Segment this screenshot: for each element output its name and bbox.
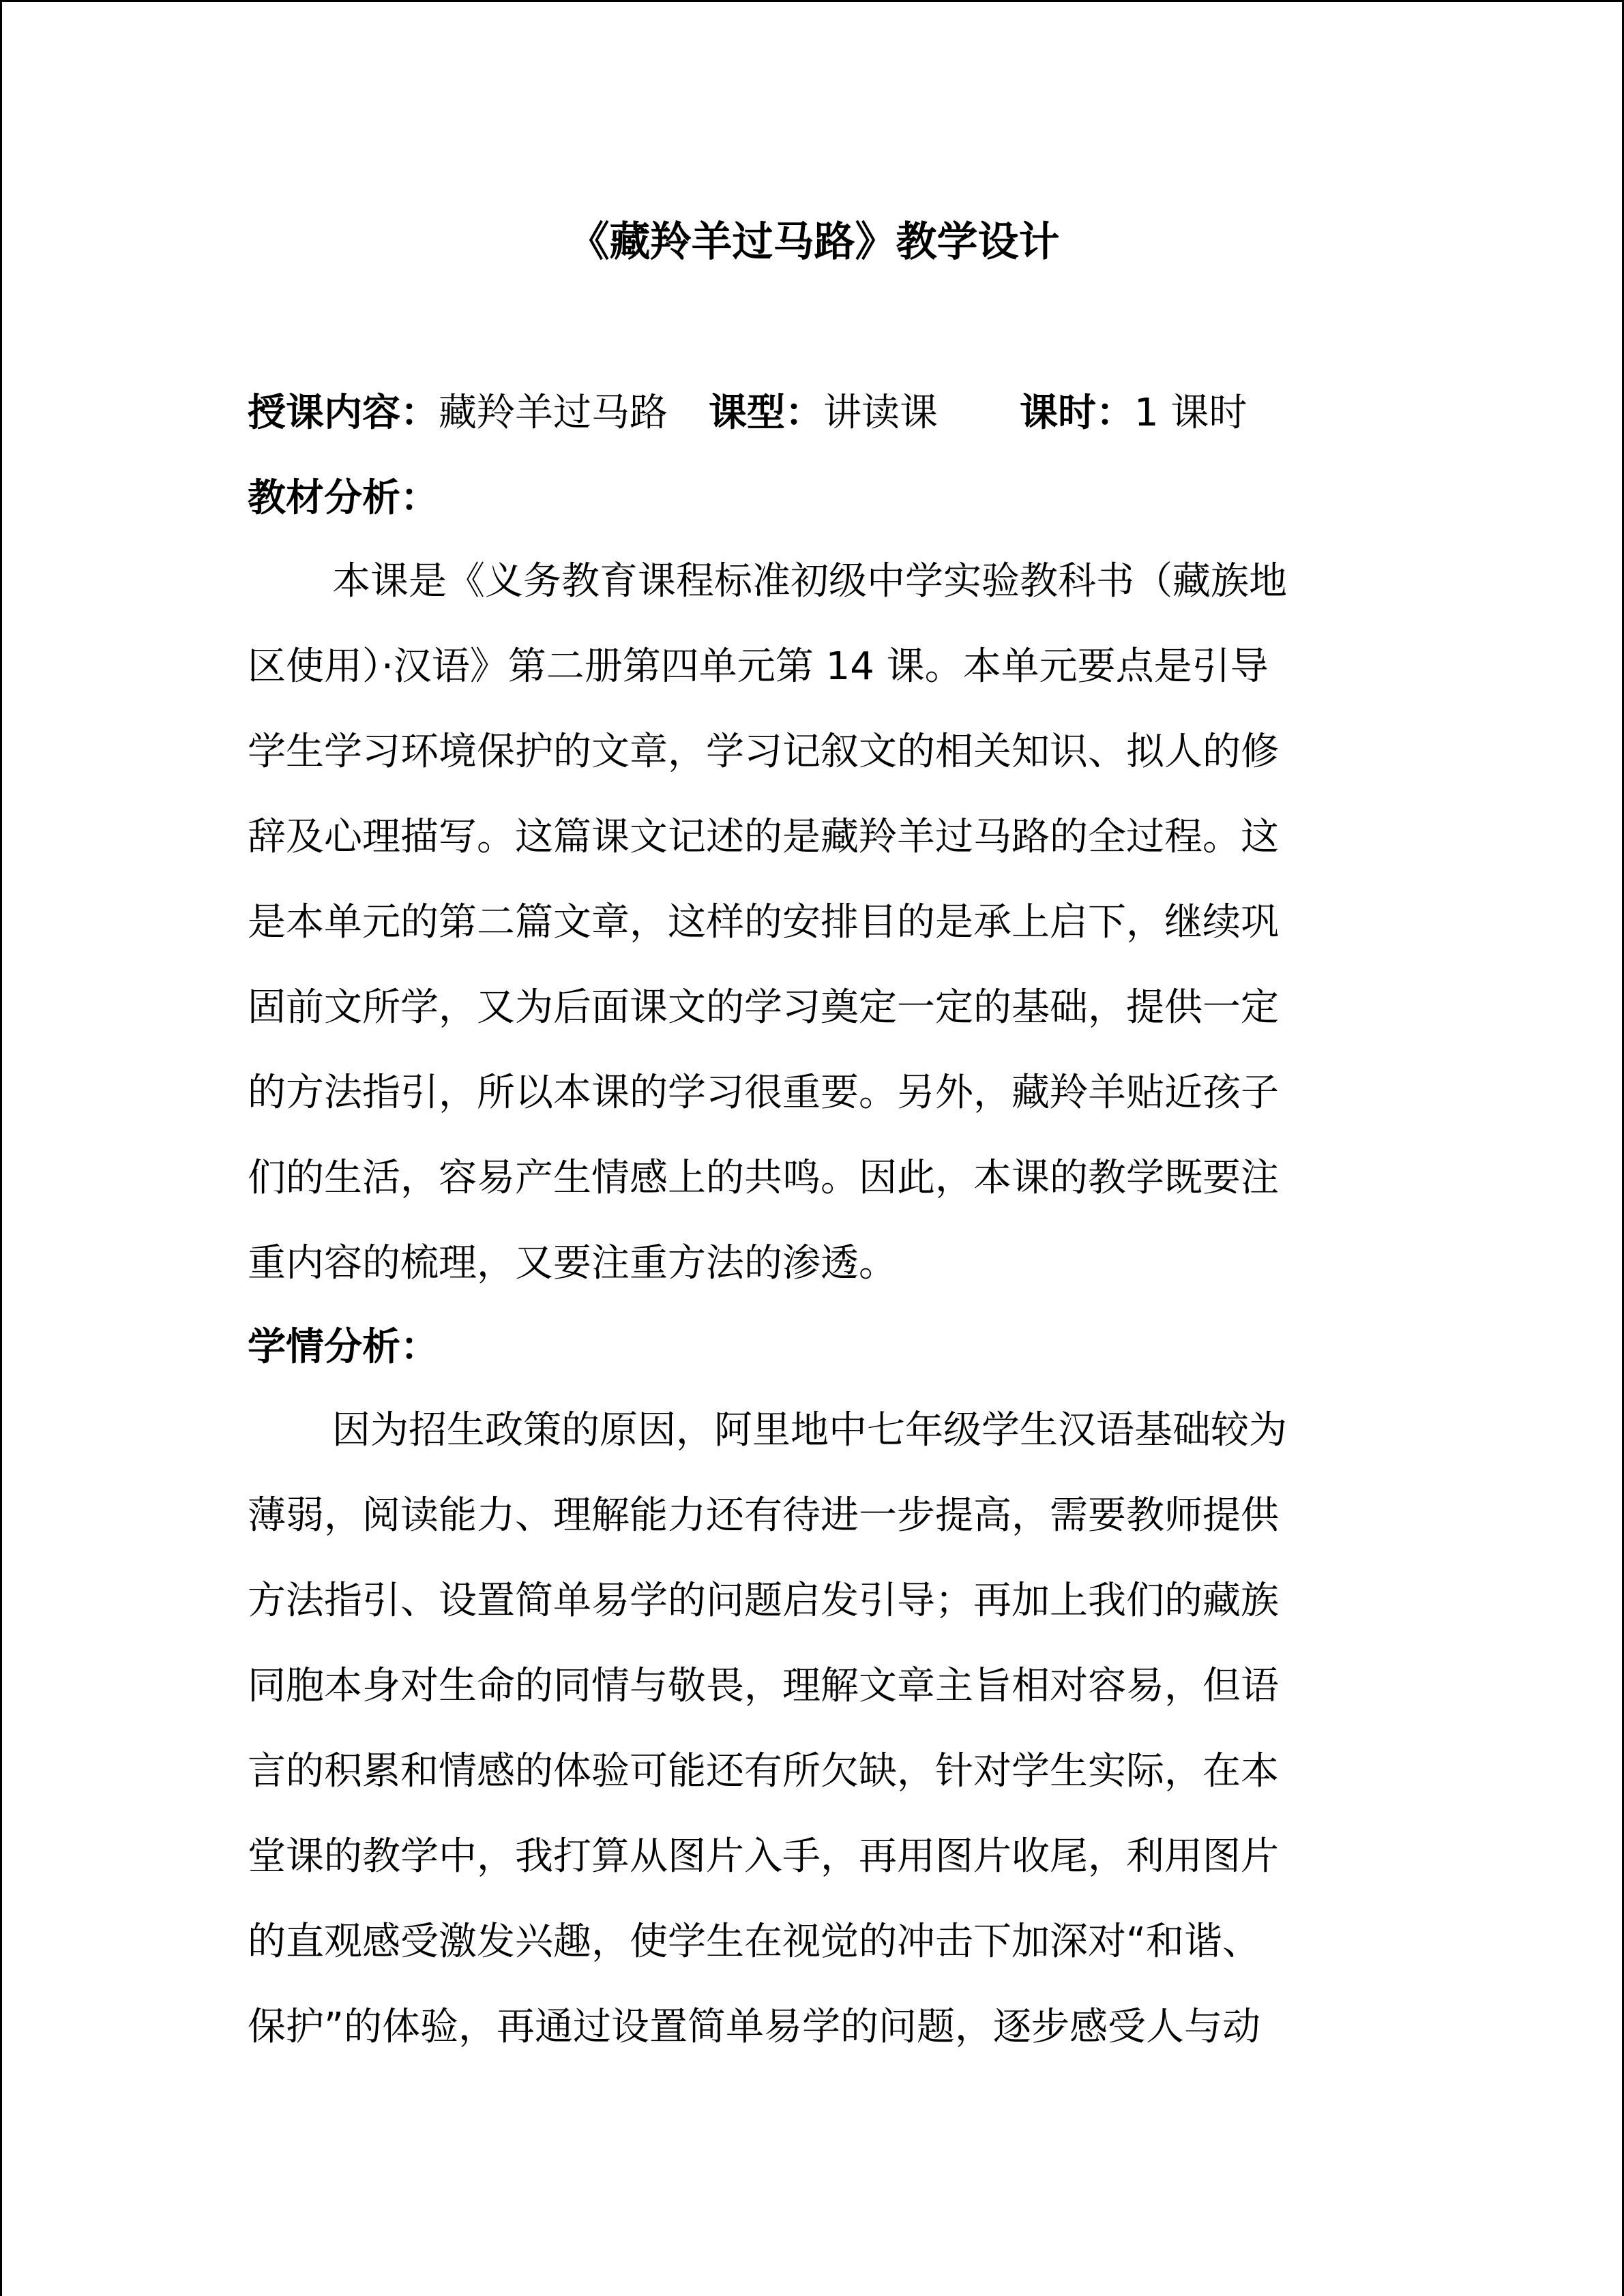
student-line: 同胞本身对生命的同情与敬畏，理解文章主旨相对容易，但语 [248,1664,1279,1708]
material-line: 固前文所学，又为后面课文的学习奠定一定的基础，提供一定 [248,985,1279,1030]
student-line: 堂课的教学中，我打算从图片入手，再用图片收尾，利用图片 [248,1834,1279,1879]
material-line: 是本单元的第二篇文章，这样的安排目的是承上启下，继续巩 [248,900,1279,944]
student-line: 因为招生政策的原因，阿里地中七年级学生汉语基础较为 [332,1408,1287,1452]
hours-label: 课时： [1020,391,1134,435]
student-line: 保护”的体验，再通过设置简单易学的问题，逐步感受人与动 [248,2005,1261,2049]
hours-value: 1 课时 [1134,391,1247,435]
content-value: 藏羚羊过马路 [439,391,668,435]
content-label: 授课内容： [248,391,439,435]
material-line: 学生学习环境保护的文章，学习记叙文的相关知识、拟人的修 [248,730,1279,774]
material-line: 们的生活，容易产生情感上的共鸣。因此，本课的教学既要注 [248,1156,1279,1200]
student-line: 方法指引、设置简单易学的问题启发引导；再加上我们的藏族 [248,1579,1279,1623]
student-line: 言的积累和情感的体验可能还有所欠缺，针对学生实际，在本 [248,1749,1279,1793]
student-line: 薄弱，阅读能力、理解能力还有待进一步提高，需要教师提供 [248,1493,1279,1538]
type-value: 讲读课 [823,391,938,435]
type-label: 课型： [709,391,823,435]
material-line: 重内容的梳理，又要注重方法的渗透。 [248,1241,897,1285]
course-info-line [248,386,1247,441]
student-line: 的直观感受激发兴趣，使学生在视觉的冲击下加深对“和谐、 [248,1920,1261,1964]
material-line: 区使用）·汉语》第二册第四单元第 14 课。本单元要点是引导 [248,644,1269,689]
material-line: 辞及心理描写。这篇课文记述的是藏羚羊过马路的全过程。这 [248,815,1279,859]
material-analysis-heading: 教材分析： [248,476,439,520]
document-title: 《藏羚羊过马路》教学设计 [568,218,1060,266]
student-analysis-heading: 学情分析： [248,1325,439,1369]
material-line: 本课是《义务教育课程标准初级中学实验教科书（藏族地 [332,559,1287,603]
material-line: 的方法指引，所以本课的学习很重要。另外，藏羚羊贴近孩子 [248,1071,1279,1115]
